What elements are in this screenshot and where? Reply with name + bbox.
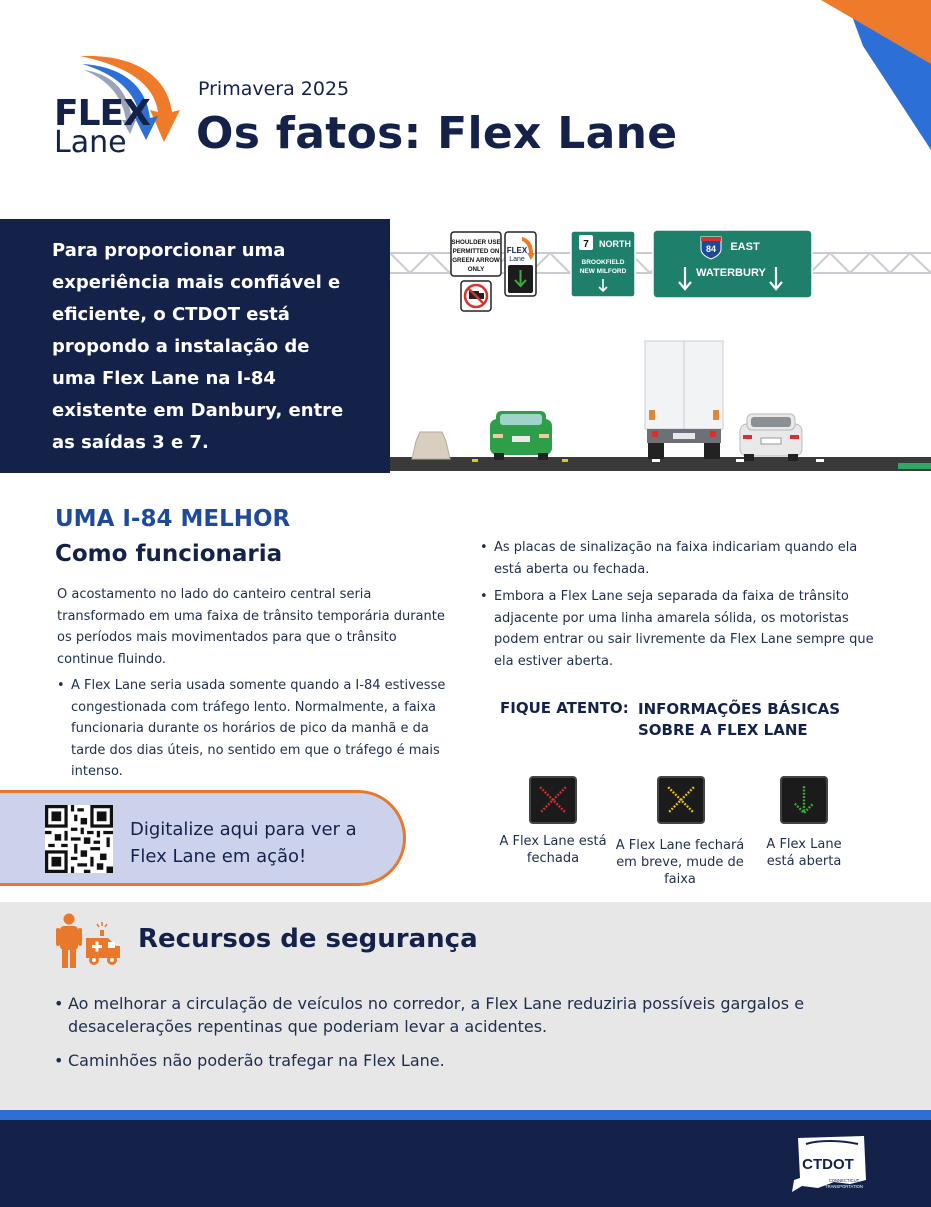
section-subtitle: Como funcionaria — [55, 541, 283, 567]
shoulder-sign-line-1: SHOULDER USE — [451, 239, 501, 246]
shoulder-use-sign — [451, 232, 501, 276]
i-84-place: WATERBURY — [696, 267, 766, 279]
safety-title: Recursos de segurança — [138, 924, 478, 954]
flex-lane-overhead-sign — [505, 232, 536, 296]
ctdot-logo — [788, 1134, 870, 1196]
safety-responder-icon — [56, 912, 122, 970]
fique-atento-heading: FIQUE ATENTO: — [500, 699, 629, 717]
ctdot-logo-sub-1: CONNECTICUT — [828, 1178, 860, 1183]
list-item — [57, 675, 461, 783]
bullet-mark: • — [54, 994, 64, 1013]
signal-caption-closed: A Flex Lane está fechada — [499, 834, 607, 866]
corner-decoration — [771, 0, 931, 150]
route-7-place-2: NEW MILFORD — [579, 268, 627, 275]
i-84-number: 84 — [705, 244, 717, 254]
green-arrow-signal-icon — [780, 776, 828, 824]
i-84-east-sign — [653, 230, 812, 298]
list-item — [54, 992, 848, 1038]
box-truck-icon — [645, 341, 723, 459]
list-item-text: Embora a Flex Lane seja separada da faixa de trânsito adjacente por uma linha amarela sólida, os motoristas podem entrar ou sair livremente da Flex Lane sempre que ela estiver aberta. — [494, 589, 874, 669]
highway-illustration — [390, 219, 931, 475]
route-7-place-1: BROOKFIELD — [581, 259, 625, 266]
overhead-flex-word: FLEX — [506, 246, 528, 255]
shoulder-sign-line-2: PERMITTED ON — [452, 248, 500, 255]
logo-flex-word: FLEX — [54, 93, 150, 134]
list-item-text: As placas de sinalização na faixa indicariam quando ela está aberta ou fechada. — [494, 540, 858, 577]
bullet-mark: • — [57, 678, 65, 693]
red-x-signal-icon — [529, 776, 577, 824]
season-label: Primavera 2025 — [198, 78, 350, 100]
bullet-mark: • — [54, 1051, 64, 1070]
flex-lane-logo — [50, 50, 185, 162]
hero-text: Para proporcionar uma experiência mais confiável e eficiente, o CTDOT está propondo a instalação de uma Flex Lane na I-84 existente em Danbury, entre as saídas 3 e 7. — [52, 240, 344, 453]
ctdot-logo-sub-2: TRANSPORTATION — [825, 1184, 863, 1189]
bullet-mark: • — [480, 540, 488, 555]
info-basics-heading: INFORMAÇÕES BÁSICAS SOBRE A FLEX LANE — [638, 700, 841, 739]
list-item-text: A Flex Lane seria usada somente quando a I-84 estivesse congestionada com tráfego lento. Normalmente, a faixa funcionaria durante os horários de pico da manhã e da tarde dos dias úteis, no sentido em que o tráfego é mais intenso. — [71, 678, 446, 779]
logo-lane-word: Lane — [54, 125, 127, 160]
page-title: Os fatos: Flex Lane — [196, 108, 678, 159]
shoulder-sign-line-3: GREEN ARROW — [452, 257, 500, 264]
green-car-icon — [490, 411, 552, 460]
route-7-north-sign — [571, 231, 635, 297]
shoulder-sign-line-4: ONLY — [467, 266, 485, 273]
list-item — [54, 1049, 848, 1072]
route-7-direction: NORTH — [599, 239, 631, 249]
footer-accent-strip — [0, 1110, 931, 1120]
yellow-x-signal-icon — [657, 776, 705, 824]
road-surface — [390, 457, 931, 471]
bullet-mark: • — [480, 589, 488, 604]
route-7-number: 7 — [583, 239, 589, 250]
signal-caption-closing: A Flex Lane fechará em breve, mude de faixa — [615, 838, 745, 887]
no-trucks-sign-icon — [461, 281, 491, 311]
intro-paragraph: O acostamento no lado do canteiro central seria transformado em uma faixa de trânsito temporária durante os períodos mais movimentados para que o trânsito continue fluindo. — [57, 587, 445, 667]
list-item — [480, 537, 884, 580]
overhead-lane-word: Lane — [509, 256, 525, 263]
white-car-icon — [740, 414, 802, 461]
signal-caption-open: A Flex Lane está aberta — [766, 837, 842, 869]
list-item-text: Ao melhorar a circulação de veículos no corredor, a Flex Lane reduziria possíveis gargalos e desacelerações repentinas que poderiam levar a acidentes. — [68, 994, 805, 1036]
qr-code-icon[interactable] — [45, 805, 113, 873]
qr-callout-text: Digitalize aqui para ver a Flex Lane em ação! — [130, 819, 357, 867]
list-item-text: Caminhões não poderão trafegar na Flex Lane. — [68, 1051, 445, 1070]
ctdot-logo-text: CTDOT — [802, 1156, 854, 1173]
list-item — [480, 586, 889, 672]
section-title: UMA I-84 MELHOR — [55, 506, 291, 532]
jersey-barrier — [412, 432, 450, 459]
i-84-direction: EAST — [730, 241, 760, 253]
